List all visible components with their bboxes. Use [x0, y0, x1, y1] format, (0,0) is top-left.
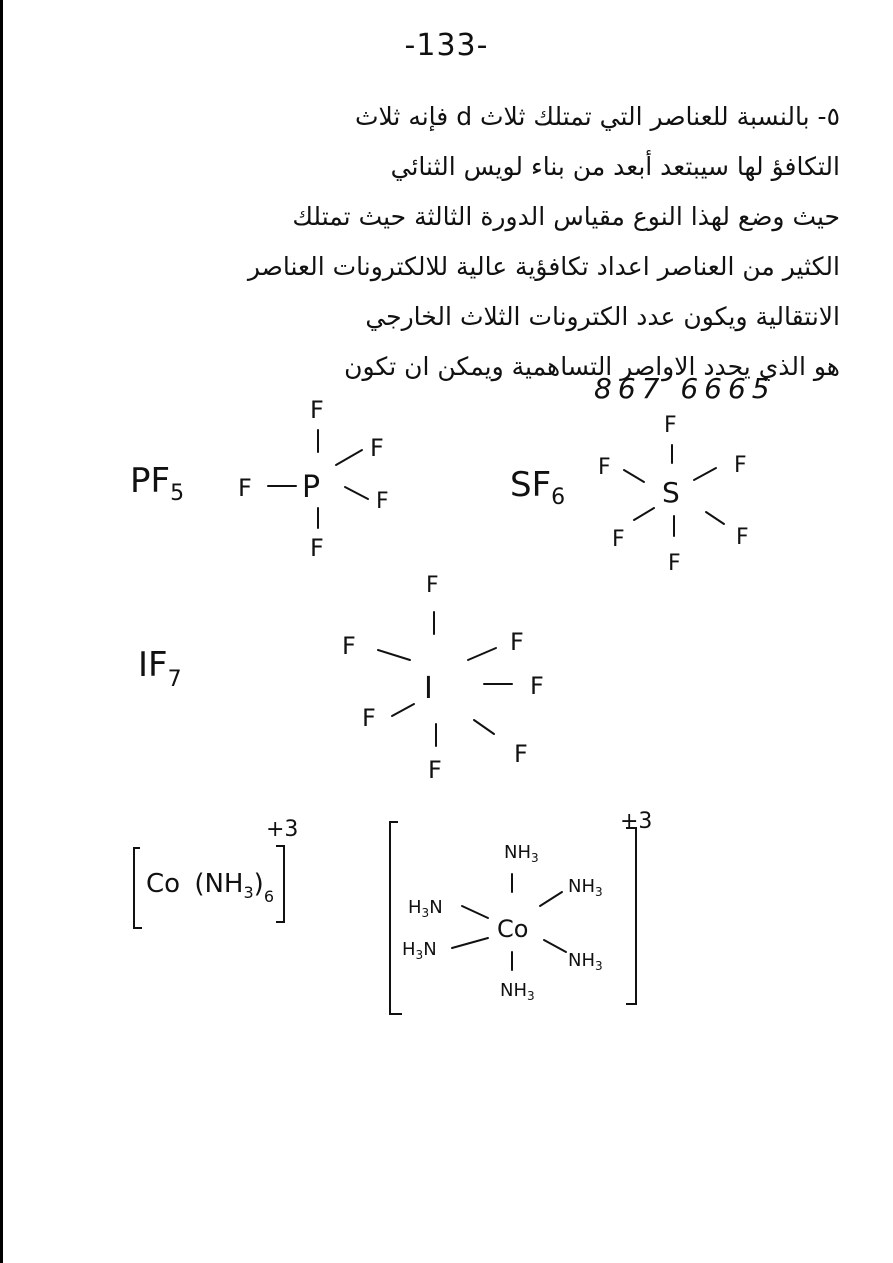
if7-bond-lower-right: [474, 720, 494, 734]
if7-ligand-upper-left: F: [342, 632, 356, 660]
pf5-structure: [130, 396, 389, 562]
if7-ligand-bottom: F: [428, 756, 442, 784]
paragraph-line-2: التكافؤ لها سيبتعد أبعد من بناء لويس الثنائي: [390, 152, 840, 181]
pf5-ligand-left: F: [238, 474, 252, 502]
pf5-ligand-bottom: F: [310, 534, 324, 562]
bond-lower-right: [544, 940, 566, 952]
sf6-ligand-lower-right: F: [736, 525, 749, 550]
if7-label: $IF_7$: [138, 645, 182, 692]
structure-bracket-left: [390, 822, 402, 1014]
h3n-lower-left: $H_3N$: [402, 939, 437, 962]
nh3-lower-right: $NH_3$: [568, 950, 603, 973]
pf5-center-atom: P: [302, 470, 321, 505]
sf6-bond-lower-left: [634, 508, 654, 520]
sf6-bond-upper-left: [624, 470, 644, 482]
paragraph-line-5: الانتقالية ويكون عدد الكترونات الثلاث الخارجي: [365, 302, 840, 331]
if7-ligand-upper-right: F: [510, 628, 524, 656]
nh3-upper-right: $NH_3$: [568, 876, 603, 899]
paragraph-line-3: حيث وضع لهذا النوع مقياس الدورة الثالثة حيث تمتلك: [292, 202, 840, 231]
bond-lower-left: [452, 938, 488, 948]
sf6-center-atom: S: [662, 476, 680, 509]
if7-bond-lower-left: [392, 704, 414, 716]
sf6-structure: [510, 413, 749, 576]
if7-bond-upper-right: [468, 648, 496, 660]
formula-bracket-left: [134, 848, 142, 928]
pf5-ligand-top: F: [310, 396, 324, 424]
pf5-ligand-lower-right: F: [376, 489, 389, 514]
if7-ligand-right: F: [530, 672, 544, 700]
sf6-ligand-upper-right: F: [734, 453, 747, 478]
nh3-top: $NH_3$: [504, 842, 539, 865]
complex-structure-charge: +3: [620, 809, 653, 834]
formula-bracket-right: [276, 846, 284, 922]
if7-structure: [138, 573, 544, 784]
pf5-bond-upper-right: [336, 450, 362, 465]
pf5-bond-lower-right: [345, 487, 368, 499]
if7-ligand-lower-right: F: [514, 740, 528, 768]
sf6-label: $SF_6$: [510, 465, 566, 510]
bond-upper-right: [540, 892, 562, 906]
sf6-ligand-bottom: F: [668, 551, 681, 576]
complex-formula-charge: +3: [266, 817, 299, 842]
paragraph-line-6: هو الذي يحدد الاواصر التساهمية ويمكن ان تكون: [344, 352, 840, 381]
paragraph-line-4: الكثير من العناصر اعداد تكافؤية عالية للالكترونات العناصر: [247, 252, 840, 281]
sf6-ligand-upper-left: F: [598, 455, 611, 480]
complex-formula: [134, 817, 298, 928]
sf6-bond-lower-right: [706, 512, 724, 524]
sf6-ligand-top: F: [664, 413, 677, 438]
if7-ligand-lower-left: F: [362, 704, 376, 732]
pf5-label: $PF_5$: [130, 461, 185, 506]
if7-center-atom: I: [424, 671, 433, 706]
if7-ligand-top: F: [426, 573, 439, 598]
h3n-upper-left: $H_3N$: [408, 897, 443, 920]
complex-formula-text: Co $(NH_3)_6$: [146, 869, 275, 906]
pf5-ligand-upper-right: F: [370, 434, 384, 462]
complex-center-atom: Co: [497, 915, 529, 943]
if7-bond-upper-left: [378, 650, 410, 660]
paragraph-line-1: ٥- بالنسبة للعناصر التي تمتلك ثلاث d فإنه ثلاث: [354, 102, 840, 131]
bond-upper-left: [462, 906, 488, 918]
handwritten-digits: 867 6665: [594, 372, 776, 405]
structure-bracket-right: [626, 828, 636, 1004]
sf6-bond-upper-right: [694, 468, 716, 480]
sf6-ligand-lower-left: F: [612, 527, 625, 552]
nh3-bottom: $NH_3$: [500, 980, 535, 1003]
complex-structure: [390, 809, 652, 1014]
page-number: -133-: [404, 28, 489, 63]
